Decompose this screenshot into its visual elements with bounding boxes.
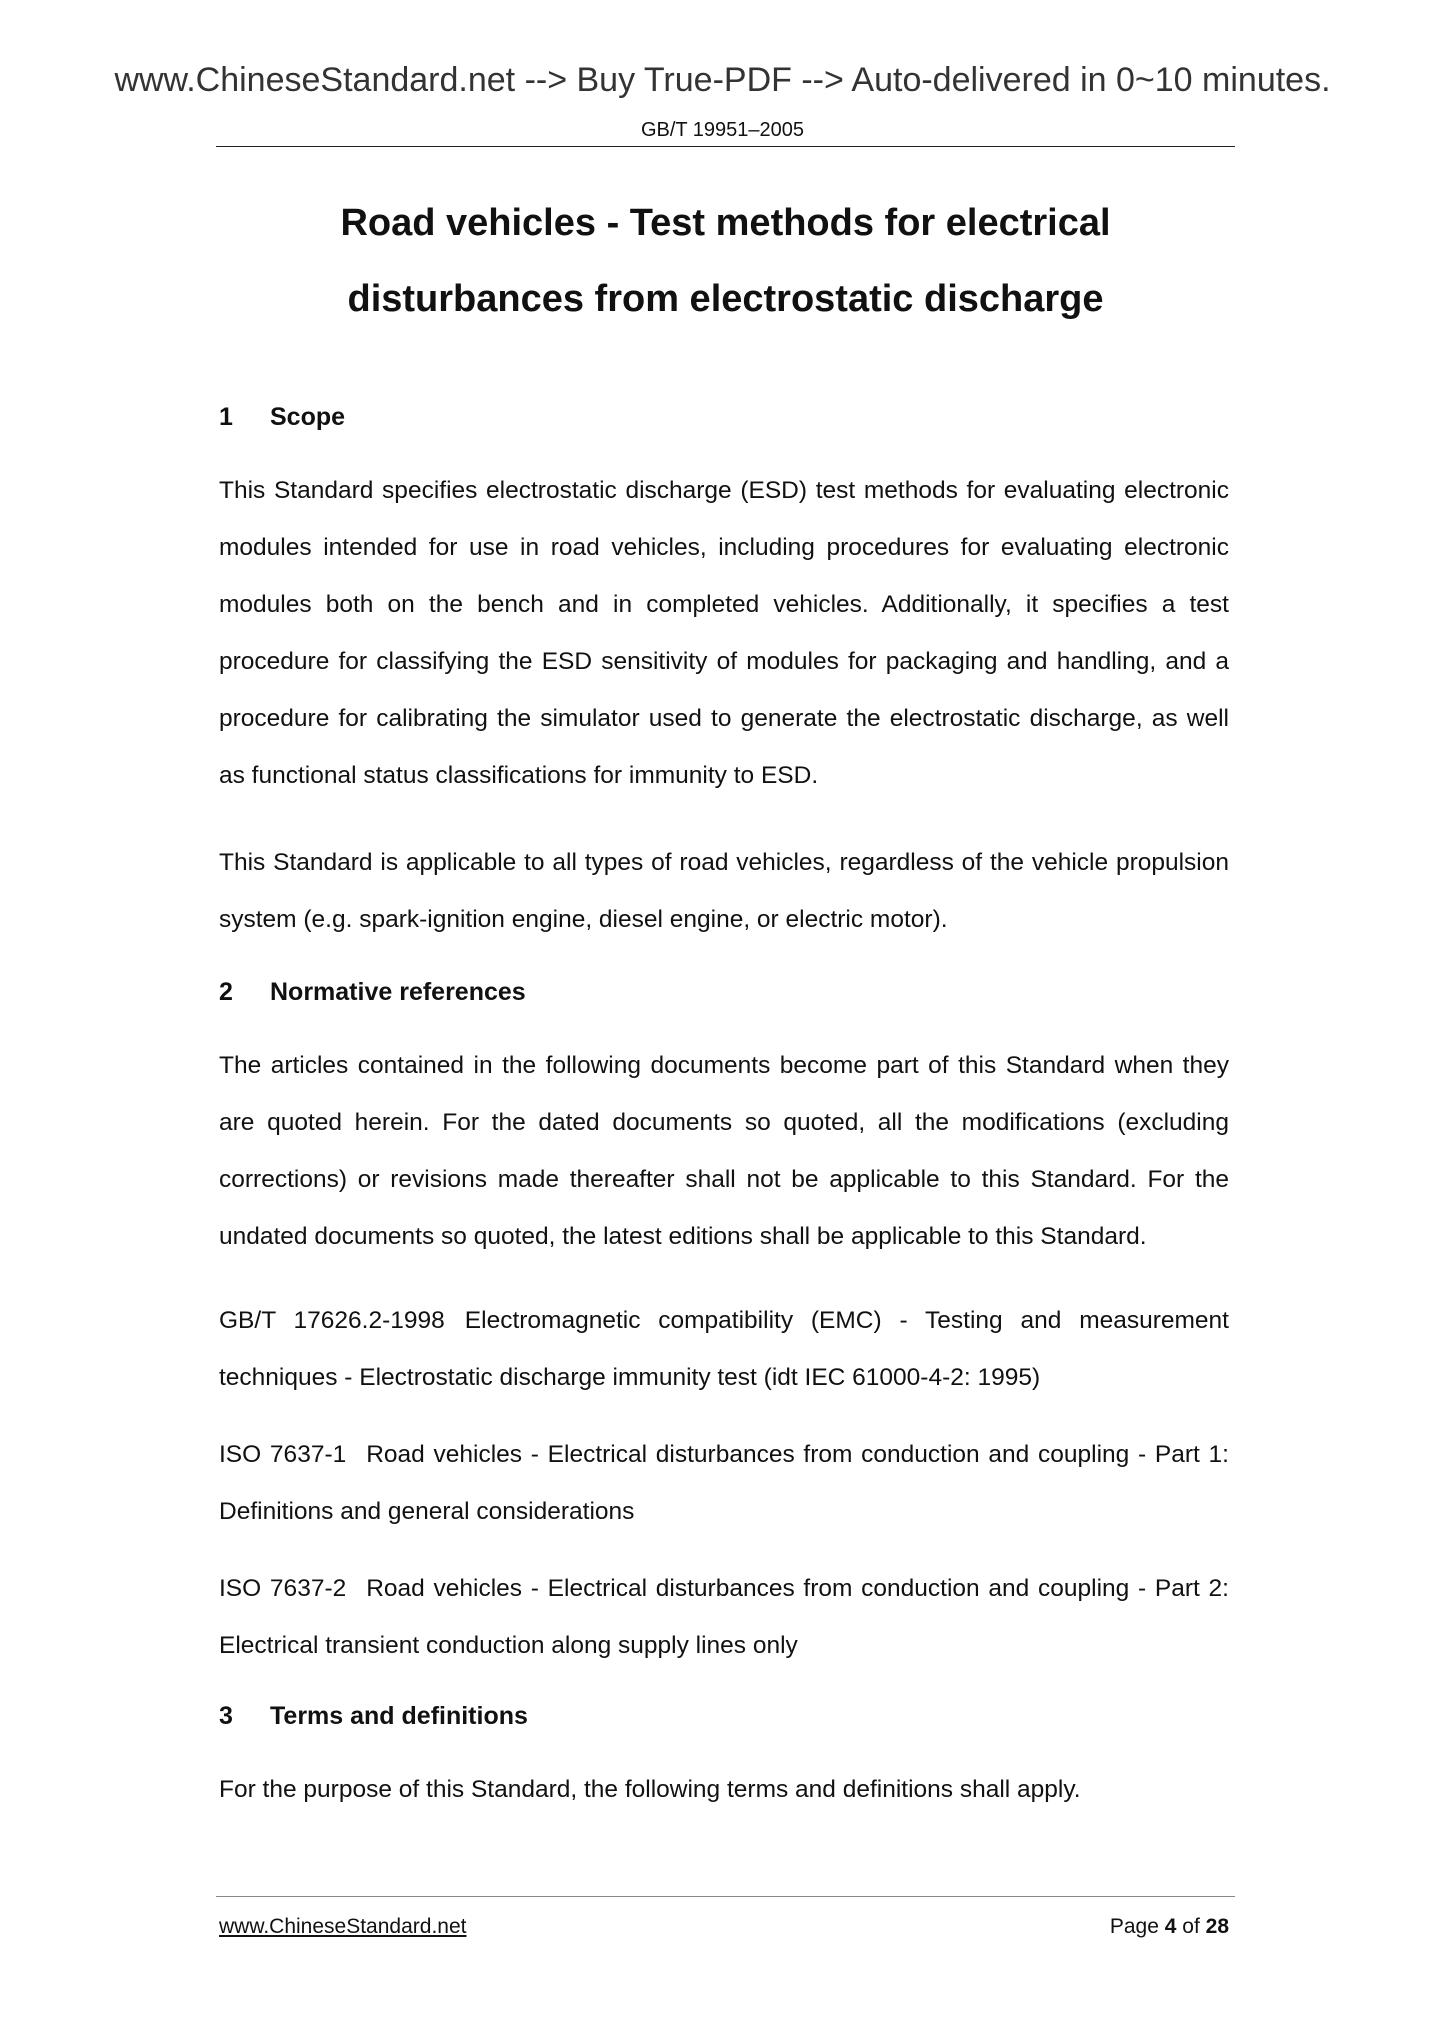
standard-code: GB/T 19951–2005 [640, 119, 805, 141]
section-number: 1 [219, 403, 233, 431]
reference-code: ISO 7637-2 [219, 1575, 347, 1602]
section-number: 3 [219, 1702, 233, 1730]
section-title: Scope [270, 403, 346, 431]
reference-item [219, 1560, 1229, 1674]
section-heading-terms [219, 1701, 528, 1731]
reference-text: Electromagnetic compatibility (EMC) - Testing and measurement techniques - Electrostatic discharge immunity test (idt IEC 61000-4-2: 1995) [219, 1307, 1229, 1391]
page-indicator [1110, 1915, 1229, 1939]
section-title: Terms and definitions [270, 1702, 528, 1730]
reference-code: ISO 7637-1 [219, 1441, 347, 1468]
scope-paragraph-2: This Standard is applicable to all types of road vehicles, regardless of the vehicle propulsion system (e.g. spark-ignition engine, diesel engine, or electric motor). [219, 849, 1229, 933]
section-heading-scope [219, 402, 345, 432]
page-current: 4 [1164, 1915, 1177, 1938]
normative-paragraph-1: The articles contained in the following documents become part of this Standard when they are quoted herein. For the dated documents so quoted, all the modifications (excluding corrections) or revisions made thereafter shall not be applicable to this Standard. For the undated documents so quoted, the latest editions shall be applicable to this Standard. [219, 1052, 1229, 1250]
reference-item [219, 1292, 1229, 1406]
page-total: 28 [1205, 1915, 1229, 1938]
section-heading-normative [219, 977, 526, 1007]
reference-text: Road vehicles - Electrical disturbances from conduction and coupling - Part 2: Electrical transient conduction along supply lines only [219, 1575, 1229, 1659]
page-of: of [1182, 1915, 1200, 1938]
terms-paragraph-1: For the purpose of this Standard, the following terms and definitions shall apply. [219, 1776, 1081, 1803]
reference-code: GB/T 17626.2-1998 [219, 1307, 445, 1334]
scope-paragraph-1: This Standard specifies electrostatic discharge (ESD) test methods for evaluating electronic modules intended for use in road vehicles, including procedures for evaluating electronic modules both on the bench and in completed vehicles. Additionally, it specifies a test procedure for classifying the ESD sensitivity of modules for packaging and handling, and a procedure for calibrating the simulator used to generate the electrostatic discharge, as well as functional status classifications for immunity to ESD. [219, 477, 1229, 789]
footer-divider [216, 1896, 1235, 1897]
footer-site-link[interactable]: www.ChineseStandard.net [219, 1915, 467, 1938]
header-divider [216, 146, 1235, 147]
section-number: 2 [219, 978, 233, 1006]
title-line-2: disturbances from electrostatic discharge [347, 278, 1104, 320]
document-title [216, 185, 1235, 337]
reference-item [219, 1426, 1229, 1540]
section-title: Normative references [270, 978, 526, 1006]
site-banner: www.ChineseStandard.net --> Buy True-PDF --> Auto-delivered in 0~10 minutes. [114, 61, 1331, 99]
title-line-1: Road vehicles - Test methods for electrical [340, 202, 1111, 244]
page-prefix: Page [1109, 1915, 1159, 1938]
reference-text: Road vehicles - Electrical disturbances from conduction and coupling - Part 1: Definitions and general considerations [219, 1441, 1229, 1525]
